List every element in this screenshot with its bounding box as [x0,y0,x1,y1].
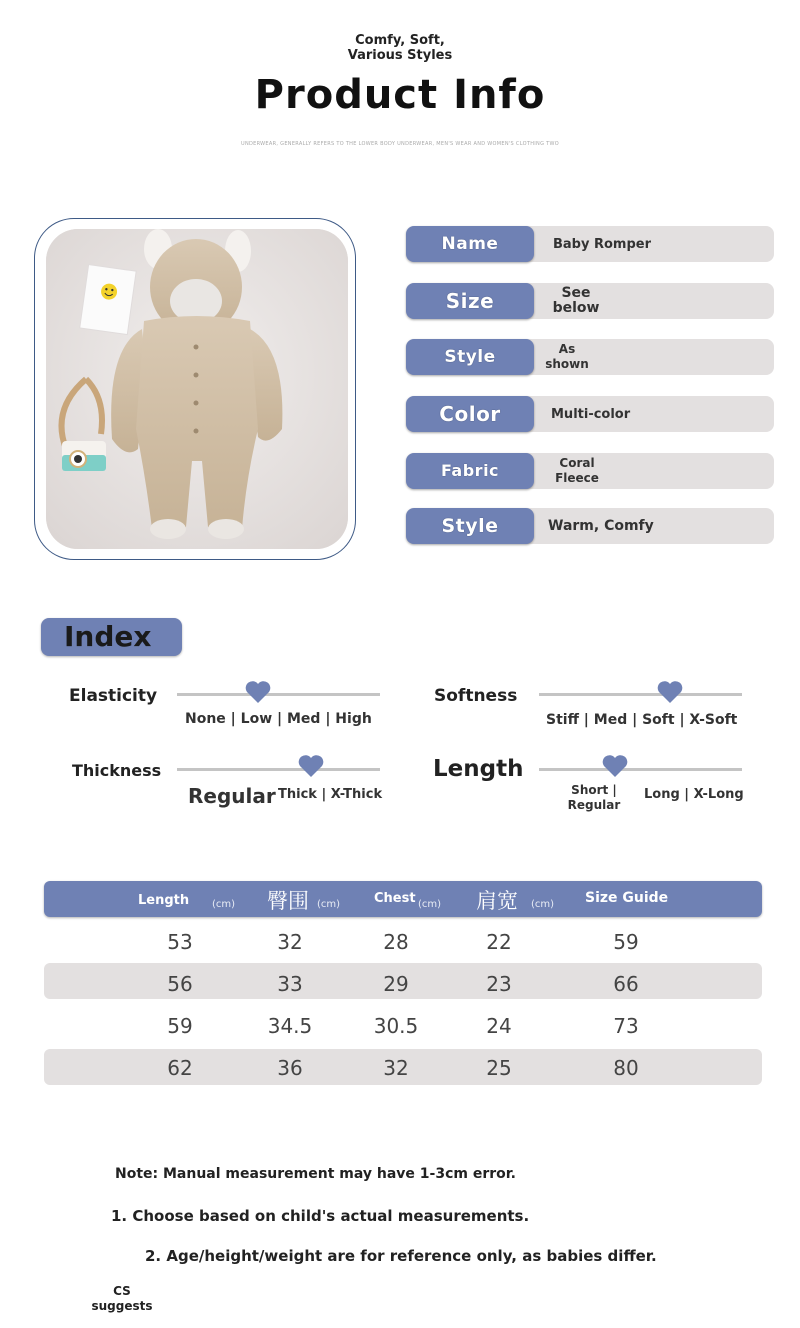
thickness-track [177,768,380,771]
table-cell: 59 [167,1014,193,1038]
length-scale-long: Long | X-Long [644,787,744,802]
length-heart-icon [601,754,629,778]
page-title: Product Info [254,72,546,118]
spec-row-color [406,396,774,434]
length-label: Length [433,756,524,782]
thickness-heart-icon [297,754,325,778]
spec-value: Warm, Comfy [548,517,654,534]
length-track [539,768,742,771]
table-cell: 53 [167,930,193,954]
th-unit: (cm) [531,899,555,910]
spec-label: Size [406,283,534,319]
spec-value: Multi-color [551,406,631,422]
spec-label: Fabric [406,453,534,489]
header-subtitle: UNDERWEAR, GENERALLY REFERS TO THE LOWER BODY UNDERWEAR, MEN'S WEAR AND WOMEN'S CLOTHING TWO [241,141,559,147]
softness-scale: Stiff | Med | Soft | X-Soft [546,712,738,728]
spec-value: See below [552,285,600,316]
thickness-scale-thick: Thick | X-Thick [278,787,383,802]
header-tagline-1: Comfy, Soft, [355,33,445,48]
table-cell: 24 [486,1014,512,1038]
spec-value: Baby Romper [553,236,652,252]
softness-heart-icon [656,680,684,704]
th-chest: Chest [374,891,416,906]
table-cell: 56 [167,972,193,996]
elasticity-heart-icon [244,680,272,704]
softness-track [539,693,742,696]
table-cell: 23 [486,972,512,996]
tip-measure: 1. Choose based on child's actual measurements. [111,1207,530,1225]
table-cell: 73 [613,1014,639,1038]
th-length: Length [138,893,190,908]
th-size-guide: Size Guide [585,890,669,906]
table-cell: 30.5 [373,1014,419,1038]
table-cell: 66 [613,972,639,996]
cs-suggests: CS suggests [91,1284,153,1313]
spec-row-style [406,339,774,377]
baby-romper-illustration [46,229,348,549]
spec-label: Style [406,339,534,375]
spec-row-name [406,226,774,264]
spec-label: Style [406,508,534,544]
spec-value: As shown [545,342,589,371]
table-cell: 59 [613,930,639,954]
table-cell: 25 [486,1056,512,1080]
note-error: Note: Manual measurement may have 1-3cm error. [115,1166,516,1182]
elasticity-scale: None | Low | Med | High [185,711,372,727]
thickness-label: Thickness [72,761,162,780]
table-cell: 80 [613,1056,639,1080]
th-hip: 臀围 [267,889,309,913]
tip-reference: 2. Age/height/weight are for reference only, as babies differ. [145,1247,657,1265]
table-cell: 33 [277,972,303,996]
softness-label: Softness [434,686,518,706]
product-photo [46,229,348,549]
table-cell: 32 [277,930,303,954]
thickness-scale-regular: Regular [188,784,276,808]
spec-row-fabric [406,453,774,491]
spec-row-size [406,283,774,321]
table-cell: 36 [277,1056,303,1080]
table-cell: 34.5 [267,1014,313,1038]
length-scale-short: Short | Regular [567,783,621,812]
th-unit: (cm) [317,899,341,910]
th-unit: (cm) [212,899,236,910]
index-title: Index [64,620,152,653]
spec-label: Name [406,226,534,262]
index-badge [41,618,182,656]
elasticity-label: Elasticity [69,686,158,706]
table-cell: 28 [383,930,409,954]
toy-camera-icon [62,441,106,471]
header-tagline-2: Various Styles [347,48,453,63]
th-shoulder: 肩宽 [476,889,518,913]
table-cell: 62 [167,1056,193,1080]
spec-row-style-2 [406,508,774,546]
table-cell: 22 [486,930,512,954]
table-cell: 32 [383,1056,409,1080]
th-unit: (cm) [418,899,442,910]
spec-label: Color [406,396,534,432]
table-cell: 29 [383,972,409,996]
spec-value: Coral Fleece [555,456,599,485]
smiley-card-icon [80,265,136,335]
size-table-header [44,881,762,917]
elasticity-track [177,693,380,696]
